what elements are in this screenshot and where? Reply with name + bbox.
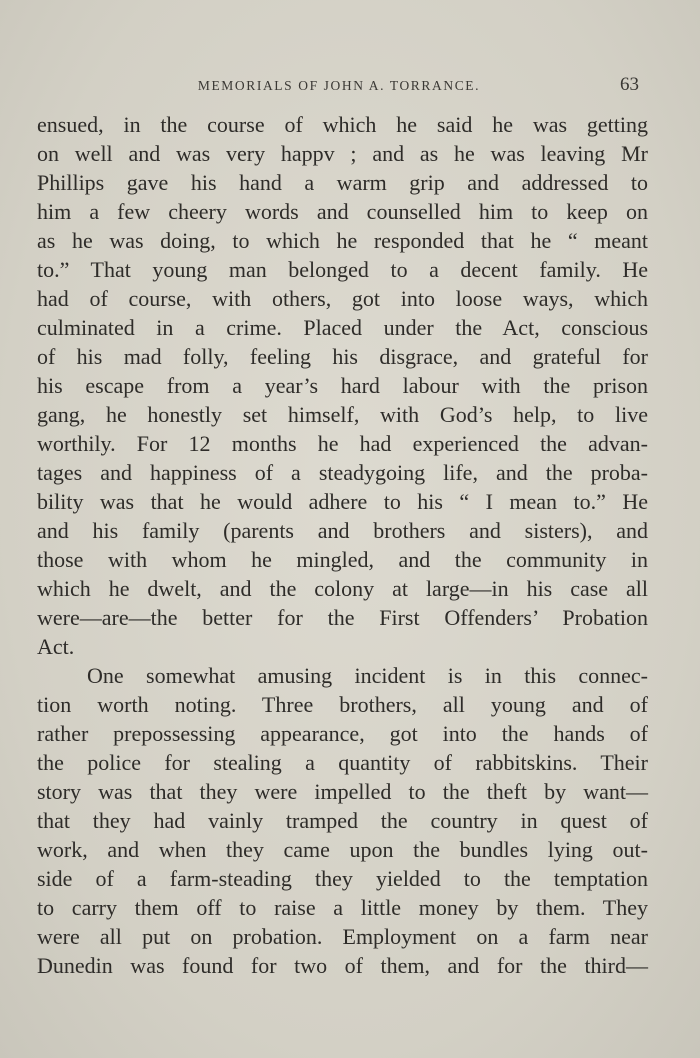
text-line: which he dwelt, and the colony at large—in his case all — [37, 576, 648, 601]
text-line: Dunedin was found for two of them, and for the third— — [37, 953, 648, 978]
text-line: him a few cheery words and counselled him to keep on — [37, 199, 648, 224]
text-line: culminated in a crime. Placed under the Act, conscious — [37, 315, 648, 340]
text-line: on well and was very happv ; and as he was leaving Mr — [37, 141, 648, 166]
text-line: were—are—the better for the First Offenders’ Probation — [37, 605, 648, 630]
text-line: rather prepossessing appearance, got into the hands of — [37, 721, 648, 746]
page-number: 63 — [620, 74, 639, 95]
text-line: those with whom he mingled, and the community in — [37, 547, 648, 572]
text-line: to.” That young man belonged to a decent family. He — [37, 257, 648, 282]
text-line: and his family (parents and brothers and sisters), and — [37, 518, 648, 543]
running-head — [37, 74, 641, 98]
paragraph-start-line: One somewhat amusing incident is in this connec- — [87, 663, 648, 688]
text-line: were all put on probation. Employment on a farm near — [37, 924, 648, 949]
text-line: bility was that he would adhere to his “ I mean to.” He — [37, 489, 648, 514]
text-line: worthily. For 12 months he had experienced the advan- — [37, 431, 648, 456]
text-line: as he was doing, to which he responded that he “ meant — [37, 228, 648, 253]
text-line: of his mad folly, feeling his disgrace, and grateful for — [37, 344, 648, 369]
paragraph-end-line: Act. — [37, 634, 75, 659]
text-line: story was that they were impelled to the theft by want— — [37, 779, 648, 804]
text-line: to carry them off to raise a little money by them. They — [37, 895, 648, 920]
running-title: MEMORIALS OF JOHN A. TORRANCE. — [197, 78, 481, 93]
text-line: gang, he honestly set himself, with God’s help, to live — [37, 402, 648, 427]
text-line: ensued, in the course of which he said he was getting — [37, 112, 648, 137]
text-line: side of a farm-steading they yielded to the temptation — [37, 866, 648, 891]
text-line: that they had vainly tramped the country in quest of — [37, 808, 648, 833]
text-line: his escape from a year’s hard labour with the prison — [37, 373, 648, 398]
text-line: had of course, with others, got into loose ways, which — [37, 286, 648, 311]
body-text — [37, 110, 648, 980]
text-line: work, and when they came upon the bundles lying out- — [37, 837, 648, 862]
text-line: tages and happiness of a steadygoing life, and the proba- — [37, 460, 648, 485]
text-line: the police for stealing a quantity of rabbitskins. Their — [37, 750, 648, 775]
text-line: tion worth noting. Three brothers, all young and of — [37, 692, 648, 717]
text-line: Phillips gave his hand a warm grip and addressed to — [37, 170, 648, 195]
